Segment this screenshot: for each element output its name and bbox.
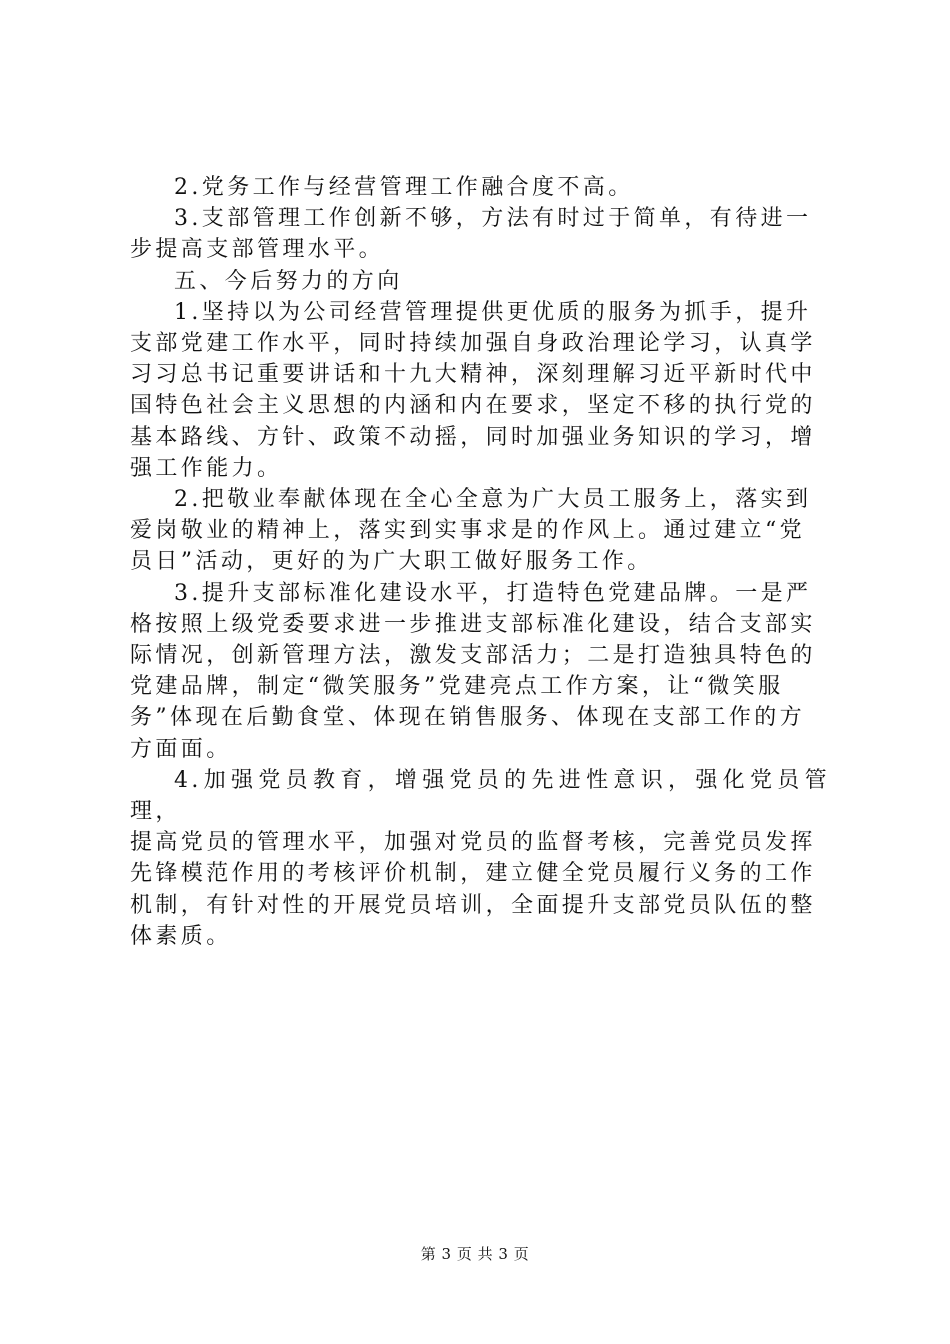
paragraph-direction-3: 3.提升支部标准化建设水平，打造特色党建品牌。一是严 格按照上级党委要求进一步推进支部标准化建设，结合支部实 际情况，创新管理方法，激发支部活力；二是打造独具特色的 党建品牌，制定“微笑服务”党建亮点工作方案，让“微笑服 务”体现在后勤食堂、体现在销售服务、体现在支部工作的方 方面面。	[130, 580, 816, 762]
paragraph-problem-2: 2.党务工作与经营管理工作融合度不高。	[174, 175, 634, 200]
paragraph-problem-3: 3.支部管理工作创新不够，方法有时过于简单，有待进一 步提高支部管理水平。	[130, 206, 812, 263]
paragraph-direction-2: 2.把敬业奉献体现在全心全意为广大员工服务上，落实到 爱岗敬业的精神上，落实到实事求是的作风上。通过建立“党 员日”活动，更好的为广大职工做好服务工作。	[130, 487, 812, 575]
paragraph-direction-4: 4.加强党员教育，增强党员的先进性意识，强化党员管理， 提高党员的管理水平，加强对党员的监督考核，完善党员发挥 先锋模范作用的考核评价机制，建立健全党员履行义务的工作 机制，有针对性的开展党员培训，全面提升支部党员队伍的整 体素质。	[130, 767, 830, 949]
document-body	[130, 172, 830, 952]
section-heading-future-direction: 五、今后努力的方向	[174, 268, 403, 294]
page-number-footer: 第 3 页 共 3 页	[420, 1245, 530, 1263]
paragraph-direction-1: 1.坚持以为公司经营管理提供更优质的服务为抓手，提升 支部党建工作水平，同时持续加强自身政治理论学习，认真学 习习总书记重要讲话和十九大精神，深刻理解习近平新时代中 国特色社会主义思想的内涵和内在要求，坚定不移的执行党的 基本路线、方针、政策不动摇，同时加强业务知识的学习，增 强工作能力。	[130, 299, 816, 481]
